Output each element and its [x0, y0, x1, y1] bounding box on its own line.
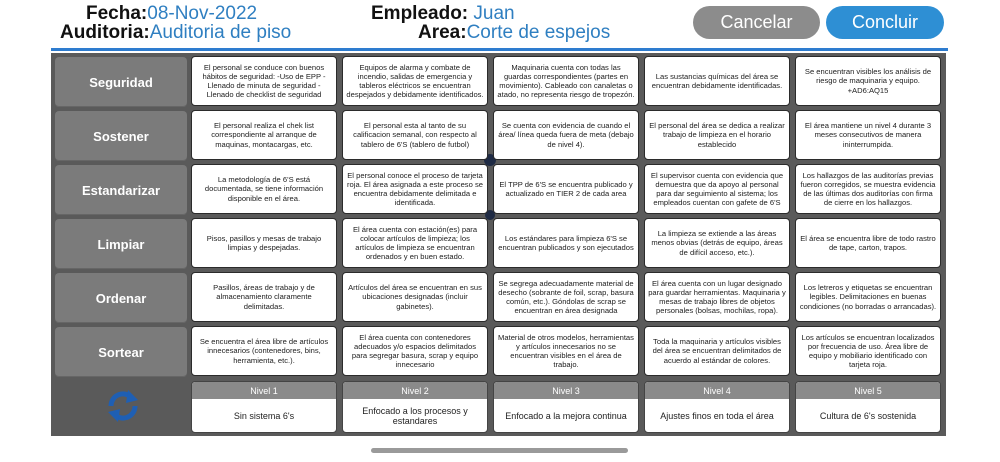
level-name: Nivel 3	[494, 382, 638, 399]
refresh-icon	[104, 387, 142, 425]
level-name: Nivel 2	[343, 382, 487, 399]
level-description: Ajustes finos en toda el área	[660, 410, 774, 421]
criteria-cell[interactable]: Se encuentran visibles los análisis de riesgo de maquinaria y equipo. +AD6:AQ15	[795, 56, 941, 106]
refresh-button[interactable]	[104, 387, 142, 425]
auditoria-value: Auditoria de piso	[149, 22, 292, 43]
criteria-cell[interactable]: La metodología de 6'S está documentada, se tiene información disponible en el área.	[191, 164, 337, 214]
criteria-cell[interactable]: El área cuenta con un lugar designado para guardar herramientas. Maquinaria y mesas de trabajo libres de objetos personales (bolsas, mochilas, ropa).	[644, 272, 790, 322]
criteria-cell[interactable]: Pasillos, áreas de trabajo y de almacenamiento claramente delimitadas.	[191, 272, 337, 322]
level-card[interactable]	[644, 381, 790, 433]
criteria-cell[interactable]: La limpieza se extiende a las áreas menos obvias (detrás de equipo, áreas de difícil acceso, etc.).	[644, 218, 790, 268]
level-card[interactable]	[493, 381, 639, 433]
level-description: Enfocado a los procesos y estandares	[362, 405, 468, 426]
cancel-button[interactable]: Cancelar	[693, 6, 820, 39]
criteria-cell[interactable]: Los hallazgos de las auditorías previas fueron corregidos, se muestra evidencia de las últimas dos auditorías con firma de cierre en los hallazgos.	[795, 164, 941, 214]
criteria-cell[interactable]: El área mantiene un nivel 4 durante 3 meses consecutivos de manera ininterrumpida.	[795, 110, 941, 160]
area-field	[418, 23, 610, 43]
fecha-field	[86, 4, 257, 24]
criteria-cell[interactable]: El área cuenta con contenedores adecuados y/o espacios delimitados para segregar basura, scrap y equipo innecesario	[342, 326, 488, 376]
row-label-limpiar: Limpiar	[55, 219, 187, 269]
criteria-cell[interactable]: Pisos, pasillos y mesas de trabajo limpias y despejadas.	[191, 218, 337, 268]
level-description: Enfocado a la mejora continua	[505, 410, 627, 421]
empleado-label: Empleado:	[371, 3, 469, 24]
fecha-label: Fecha:	[86, 3, 148, 24]
row-label-estandarizar: Estandarizar	[55, 165, 187, 215]
criteria-cell[interactable]: El personal realiza el chek list correspondiente al arranque de maquinas, montacargas, etc.	[191, 110, 337, 160]
fecha-value: 08-Nov-2022	[147, 3, 258, 24]
auditoria-label: Auditoria:	[60, 22, 150, 43]
level-card[interactable]	[795, 381, 941, 433]
level-card[interactable]	[342, 381, 488, 433]
level-description: Sin sistema 6's	[233, 410, 295, 421]
criteria-cell[interactable]: El personal se conduce con buenos hábitos de seguridad: -Uso de EPP -Llenado de minuta de seguridad -Llenado de checklist de seguridad	[191, 56, 337, 106]
row-label-seguridad: Seguridad	[55, 57, 187, 107]
criteria-cell[interactable]: Maquinaria cuenta con todas las guardas correspondientes (partes en movimiento). Cableado con canaletas o atado, no representa riesgo de tropezón.	[493, 56, 639, 106]
empleado-field	[371, 4, 515, 24]
level-name: Nivel 1	[192, 382, 336, 399]
criteria-cell[interactable]: Se cuenta con evidencia de cuando el área/ línea queda fuera de meta (debajo de nivel 4).	[493, 110, 639, 160]
criteria-cell[interactable]: Los artículos se encuentran localizados por frecuencia de uso. Área libre de equipo y mobiliario identificado con tarjeta roja.	[795, 326, 941, 376]
home-indicator[interactable]	[371, 448, 628, 453]
criteria-cell[interactable]: Las sustancias químicas del área se encuentran debidamente identificadas.	[644, 56, 790, 106]
empleado-value: Juan	[473, 3, 515, 24]
criteria-cell[interactable]: Toda la maquinaria y artículos visibles del área se encuentran delimitados de acuerdo al estándar de colores.	[644, 326, 790, 376]
criteria-cell[interactable]: El área cuenta con estación(es) para colocar artículos de limpieza; los artículos de limpieza se encuentran ordenados y en buen estado.	[342, 218, 488, 268]
area-label: Area:	[418, 22, 467, 43]
row-label-ordenar: Ordenar	[55, 273, 187, 323]
criteria-cell[interactable]: Equipos de alarma y combate de incendio, salidas de emergencia y tableros eléctricos se encuentran despejados y debidamente identificados.	[342, 56, 488, 106]
area-value: Corte de espejos	[466, 22, 611, 43]
level-card[interactable]	[191, 381, 337, 433]
criteria-cell[interactable]: El área se encuentra libre de todo rastro de tape, carton, trapos.	[795, 218, 941, 268]
criteria-cell[interactable]: El TPP de 6'S se encuentra publicado y actualizado en TIER 2 de cada area	[493, 164, 639, 214]
row-label-sortear: Sortear	[55, 327, 187, 377]
criteria-cell[interactable]: El personal conoce el proceso de tarjeta roja. El área asignada a este proceso se encuentra debidamente delimitada e identificada.	[342, 164, 488, 214]
criteria-cell[interactable]: El supervisor cuenta con evidencia que demuestra que da apoyo al personal para dar seguimiento al sistema; los empleados cuentan con gafete de 6'S	[644, 164, 790, 214]
level-name: Nivel 5	[796, 382, 940, 399]
criteria-cell[interactable]: El personal del área se dedica a realizar trabajo de limpieza en el horario establecido	[644, 110, 790, 160]
criteria-cell[interactable]: Material de otros modelos, herramientas y artículos innecesarios no se encuentran visibles en el área de trabajo.	[493, 326, 639, 376]
level-name: Nivel 4	[645, 382, 789, 399]
header-divider	[51, 48, 948, 51]
auditoria-field	[60, 23, 291, 43]
criteria-cell[interactable]: Se encuentra el área libre de artículos innecesarios (contenedores, bins, herramienta, etc.).	[191, 326, 337, 376]
criteria-cell[interactable]: Los letreros y etiquetas se encuentran legibles. Delimitaciones en buenas condiciones (no borradas o arrancadas).	[795, 272, 941, 322]
row-label-sostener: Sostener	[55, 111, 187, 161]
criteria-cell[interactable]: El personal esta al tanto de su calificacion semanal, con respecto al tablero de 6'S (tablero de futbol)	[342, 110, 488, 160]
conclude-button[interactable]: Concluir	[826, 6, 944, 39]
criteria-cell[interactable]: Los estándares para limpieza 6'S se encuentran publicados y son ejecutados	[493, 218, 639, 268]
level-description: Cultura de 6's sostenida	[819, 410, 917, 421]
criteria-cell[interactable]: Se segrega adecuadamente material de desecho (sobrante de foil, scrap, basura común, etc.). Góndolas de scrap se encuentran en área designada	[493, 272, 639, 322]
criteria-cell[interactable]: Artículos del área se encuentran en sus ubicaciones designadas (incluir gabinetes).	[342, 272, 488, 322]
